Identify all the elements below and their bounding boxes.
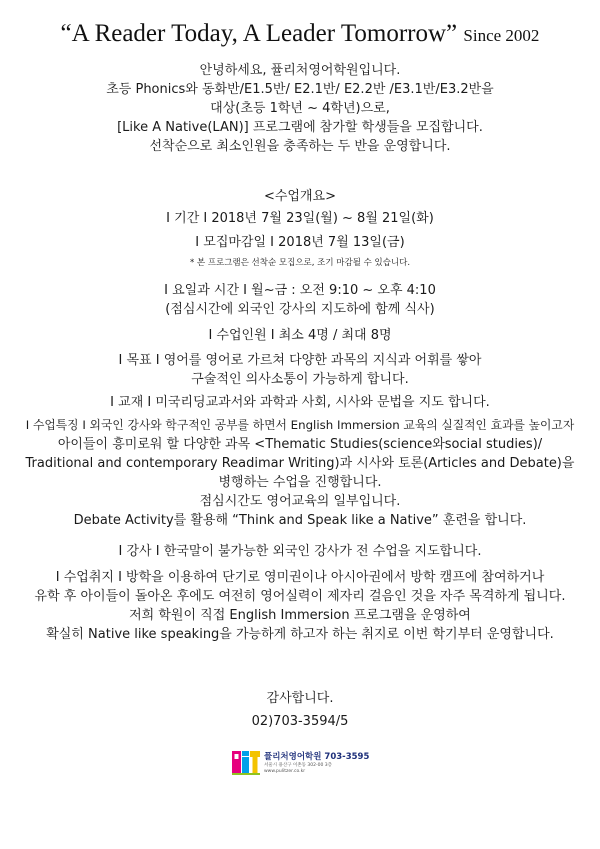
academy-logo bbox=[232, 749, 372, 779]
features-line: 아이들이 흥미로워 할 다양한 과목 <Thematic Studies(science와social studies)/ bbox=[57, 437, 543, 452]
capacity-text: I 수업인원 I 최소 4명 / 최대 8명 bbox=[208, 328, 392, 343]
purpose-line: 확실히 Native like speaking을 가능하게 하고자 하는 취지로 이번 학기부터 운영합니다. bbox=[46, 627, 554, 642]
pit-logo-icon bbox=[232, 749, 260, 775]
features-line: Traditional and contemporary Readimar Writing)과 시사와 토론(Articles and Debate)을 bbox=[25, 456, 575, 471]
features-line: 병행하는 수업을 진행합니다. bbox=[218, 475, 382, 490]
features-block bbox=[10, 416, 590, 530]
slogan-text: “A Reader Today, A Leader Tomorrow” bbox=[60, 20, 458, 47]
schedule-line: I 요일과 시간 I 월~금 : 오전 9:10 ~ 오후 4:10 bbox=[164, 283, 436, 298]
thanks-text: 감사합니다. bbox=[266, 691, 334, 706]
overview-heading: <수업개요> bbox=[263, 189, 337, 204]
intro-line: [Like A Native(LAN)] 프로그램에 참가할 학생들을 모집합니다. bbox=[117, 120, 483, 135]
materials-text: I 교재 I 미국리딩교과서와 과학과 사회, 시사와 문법을 지도 합니다. bbox=[110, 395, 490, 410]
logo-address: 서울시 용산구 이촌동 302-00 3층 bbox=[264, 763, 332, 768]
intro-line: 안녕하세요, 퓰리처영어학원입니다. bbox=[199, 63, 401, 78]
logo-website: www.pulitzer.co.kr bbox=[264, 769, 306, 774]
deadline-note: * 본 프로그램은 선착순 모집으로, 조기 마감될 수 있습니다. bbox=[189, 258, 411, 268]
closing-block bbox=[10, 689, 590, 731]
intro-line: 대상(초등 1학년 ~ 4학년)으로, bbox=[210, 101, 390, 116]
goal-block bbox=[10, 351, 590, 389]
purpose-line: 저희 학원이 직접 English Immersion 프로그램을 운영하여 bbox=[129, 608, 471, 623]
features-line: 점심시간도 영어교육의 일부입니다. bbox=[199, 494, 401, 509]
intro-paragraph bbox=[10, 61, 590, 156]
intro-line: 선착순으로 최소인원을 충족하는 두 반을 운영합니다. bbox=[149, 139, 451, 154]
purpose-line: 유학 후 아이들이 돌아온 후에도 여전히 영어실력이 제자리 걸음인 것을 자주 목격하게 됩니다. bbox=[34, 589, 566, 604]
since-text: Since 2002 bbox=[463, 26, 540, 45]
slogan-title bbox=[0, 20, 600, 48]
phone-text: 02)703-3594/5 bbox=[251, 714, 349, 729]
features-line: Debate Activity를 활용해 “Think and Speak like a Native” 훈련을 합니다. bbox=[73, 513, 527, 528]
logo-name: 퓰리처영어학원 703-3595 bbox=[264, 752, 370, 762]
intro-line: 초등 Phonics와 동화반/E1.5반/ E2.1반/ E2.2반 /E3.1반/E3.2반을 bbox=[106, 82, 494, 97]
period-text: I 기간 I 2018년 7월 23일(월) ~ 8월 21일(화) bbox=[166, 211, 434, 226]
deadline-text: I 모집마감일 I 2018년 7월 13일(금) bbox=[195, 235, 405, 250]
instructor-text: I 강사 I 한국말이 불가능한 외국인 강사가 전 수업을 지도합니다. bbox=[118, 544, 482, 559]
goal-line: I 목표 I 영어를 영어로 가르쳐 다양한 과목의 지식과 어휘를 쌓아 bbox=[118, 353, 482, 368]
purpose-block bbox=[10, 568, 590, 644]
features-line: I 수업특징 I 외국인 강사와 학구적인 공부를 하면서 English Immersion 교육의 실질적인 효과를 높이고자 bbox=[25, 418, 575, 432]
schedule-line: (점심시간에 외국인 강사의 지도하에 함께 식사) bbox=[165, 302, 435, 317]
schedule-block bbox=[10, 281, 590, 319]
purpose-line: I 수업취지 I 방학을 이용하여 단기로 영미권이나 아시아권에서 방학 캠프에 참여하거나 bbox=[55, 570, 545, 585]
goal-line: 구술적인 의사소통이 가능하게 합니다. bbox=[191, 372, 409, 387]
